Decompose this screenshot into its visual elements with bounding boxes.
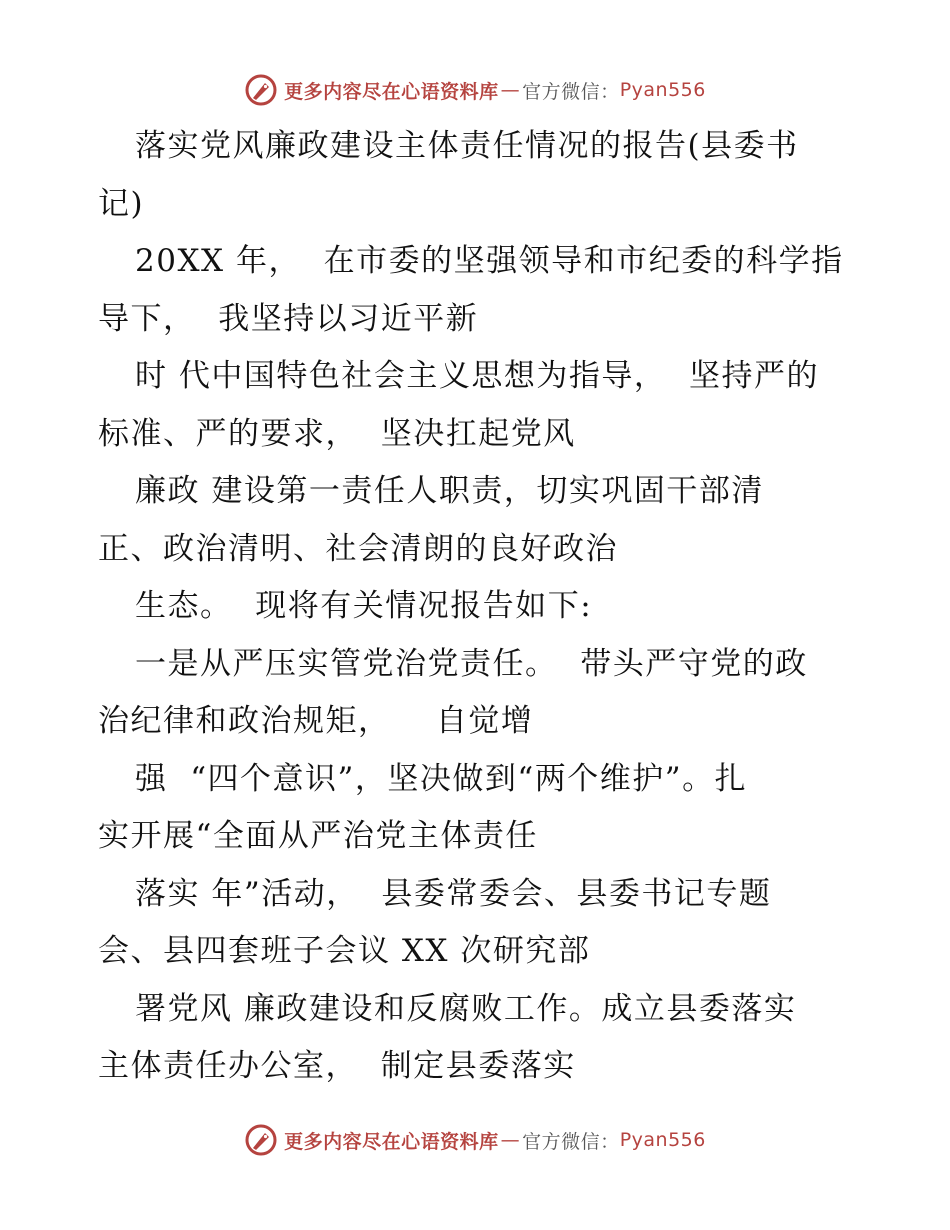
watermark-label: 官方微信： xyxy=(522,1130,620,1153)
document-line: 落实党风廉政建设主体责任情况的报告(县委书 xyxy=(135,128,799,164)
watermark-main-text: 更多内容尽在心语资料库 xyxy=(284,80,499,103)
document-line: 记) xyxy=(98,185,145,222)
watermark-wechat-id: Pyan556 xyxy=(619,79,706,101)
document-line: 廉政 建设第一责任人职责，切实巩固干部清 xyxy=(135,473,764,509)
document-line: 生态。 现将有关情况报告如下: xyxy=(135,588,593,624)
watermark-separator: — xyxy=(500,1129,521,1151)
watermark-label: 官方微信： xyxy=(522,80,620,103)
document-line: 会、县四套班子会议 XX 次研究部 xyxy=(98,933,591,969)
document-line: 20XX 年， 在市委的坚强领导和市纪委的科学指 xyxy=(135,243,844,279)
document-line: 署党风 廉政建设和反腐败工作。成立县委落实 xyxy=(135,990,797,1027)
header-watermark xyxy=(0,70,950,110)
document-line: 时 代中国特色社会主义思想为指导， 坚持严的 xyxy=(135,358,820,394)
document-line: 主体责任办公室， 制定县委落实 xyxy=(98,1048,576,1084)
document-line: 落实 年”活动， 县委常委会、县委书记专题 xyxy=(135,875,772,912)
document-line: 正、政治清明、社会清朗的良好政治 xyxy=(98,530,618,567)
watermark-wechat-id: Pyan556 xyxy=(619,1129,706,1151)
document-line: 实开展“全面从严治党主体责任 xyxy=(98,818,538,854)
footer-watermark xyxy=(0,1120,950,1160)
watermark-separator: — xyxy=(500,79,521,101)
pen-nib-circle-logo-icon xyxy=(244,1123,278,1157)
document-line: 强 “四个意识”，坚决做到“两个维护”。扎 xyxy=(135,760,748,797)
pen-nib-circle-logo-icon xyxy=(244,73,278,107)
document-line: 标准、严的要求， 坚决扛起党风 xyxy=(98,415,576,452)
document-line: 导下， 我坚持以习近平新 xyxy=(98,300,479,337)
watermark-main-text: 更多内容尽在心语资料库 xyxy=(284,1130,499,1153)
document-body xyxy=(98,118,858,1096)
document-line: 一是从严压实管党治党责任。 带头严守党的政 xyxy=(135,645,808,682)
document-line: 治纪律和政治规矩， 自觉增 xyxy=(98,703,534,739)
